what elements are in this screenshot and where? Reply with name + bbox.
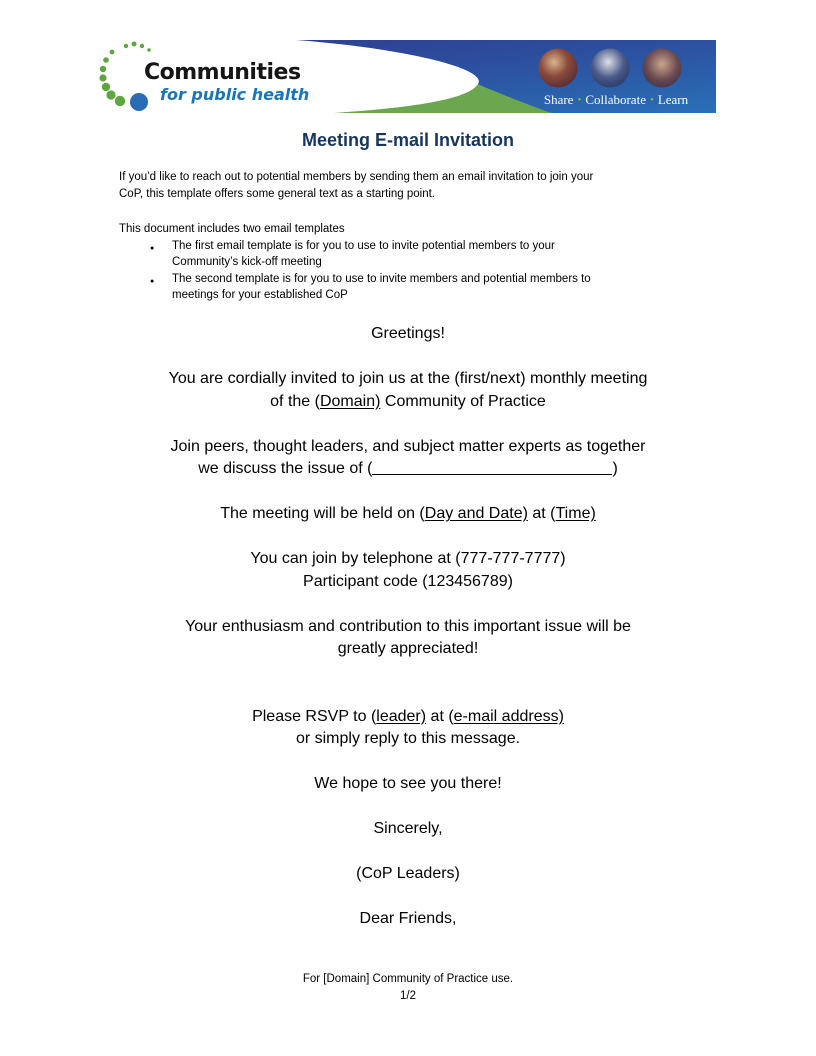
letter-line: Greetings! [371, 325, 445, 342]
presentation-photo [539, 49, 578, 88]
intro-line: CoP, this template offers some general text as a starting point. [119, 187, 435, 200]
letter-line: (CoP Leaders) [356, 865, 460, 882]
letter-line: Participant code (123456789) [303, 572, 513, 590]
intro-line: If you’d like to reach out to potential members by sending them an email invitation to join your [119, 171, 594, 183]
meeting-photo [591, 49, 630, 88]
banner-tagline [516, 92, 716, 108]
letter-line: Your enthusiasm and contribution to this important issue will be [185, 617, 631, 635]
letter-line [0, 661, 816, 684]
letter-line [0, 751, 816, 774]
conversation-photo [643, 49, 682, 88]
page-title: Meeting E-mail Invitation [301, 130, 515, 150]
bullet-item: ● The second template is for you to use to invite members and potential members to meetings for your established CoP [119, 271, 709, 304]
tagline-word: Collaborate [585, 92, 646, 107]
letter-line: You are cordially invited to join us at the (first/next) monthly meeting [168, 370, 648, 387]
letter-line [0, 886, 816, 909]
letter-line: greatly appreciated! [337, 640, 479, 657]
page-number: 1/2 [400, 989, 416, 1002]
bullet-list [119, 238, 709, 304]
letter-line: of the (Domain) Community of Practice [270, 392, 546, 410]
list-heading: This document includes two email templates [119, 223, 345, 235]
letter-line [0, 796, 816, 819]
letter-line: or simply reply to this message. [295, 730, 521, 747]
letter-line [0, 841, 816, 864]
tagline-word: Learn [657, 92, 689, 107]
tagline-word: Share [543, 92, 574, 107]
letter-line [0, 593, 816, 616]
bullet-item: ● The first email template is for you to use to invite potential members to your Community’s kick-off meeting [119, 238, 709, 271]
header-banner [96, 40, 716, 113]
letter-line: Dear Friends, [359, 910, 457, 927]
page-footer [0, 971, 816, 1004]
letter-line: we discuss the issue of ( ) [198, 460, 618, 477]
tagline-dot-icon: • [649, 94, 654, 106]
letter-line: The meeting will be held on (Day and Date) at (Time) [220, 505, 596, 522]
letter-line [0, 413, 816, 436]
letter-line: You can join by telephone at (777-777-7777) [250, 550, 566, 567]
logo-subtitle: for public health [160, 85, 310, 104]
letter-line [0, 683, 816, 706]
letter-line: Sincerely, [373, 820, 443, 837]
letter-line [0, 346, 816, 369]
letter-body [0, 323, 816, 931]
intro-paragraph [119, 169, 709, 202]
footer-note: For [Domain] Community of Practice use. [302, 973, 514, 985]
logo-wordmark: Communities [144, 60, 301, 85]
letter-line [0, 481, 816, 504]
template-list [119, 221, 709, 304]
letter-line [0, 526, 816, 549]
letter-line: We hope to see you there! [314, 775, 502, 792]
tagline-dot-icon: • [577, 94, 582, 106]
letter-line: Join peers, thought leaders, and subject matter experts as together [170, 437, 646, 455]
letter-line: Please RSVP to (leader) at (e-mail address) [252, 707, 564, 725]
